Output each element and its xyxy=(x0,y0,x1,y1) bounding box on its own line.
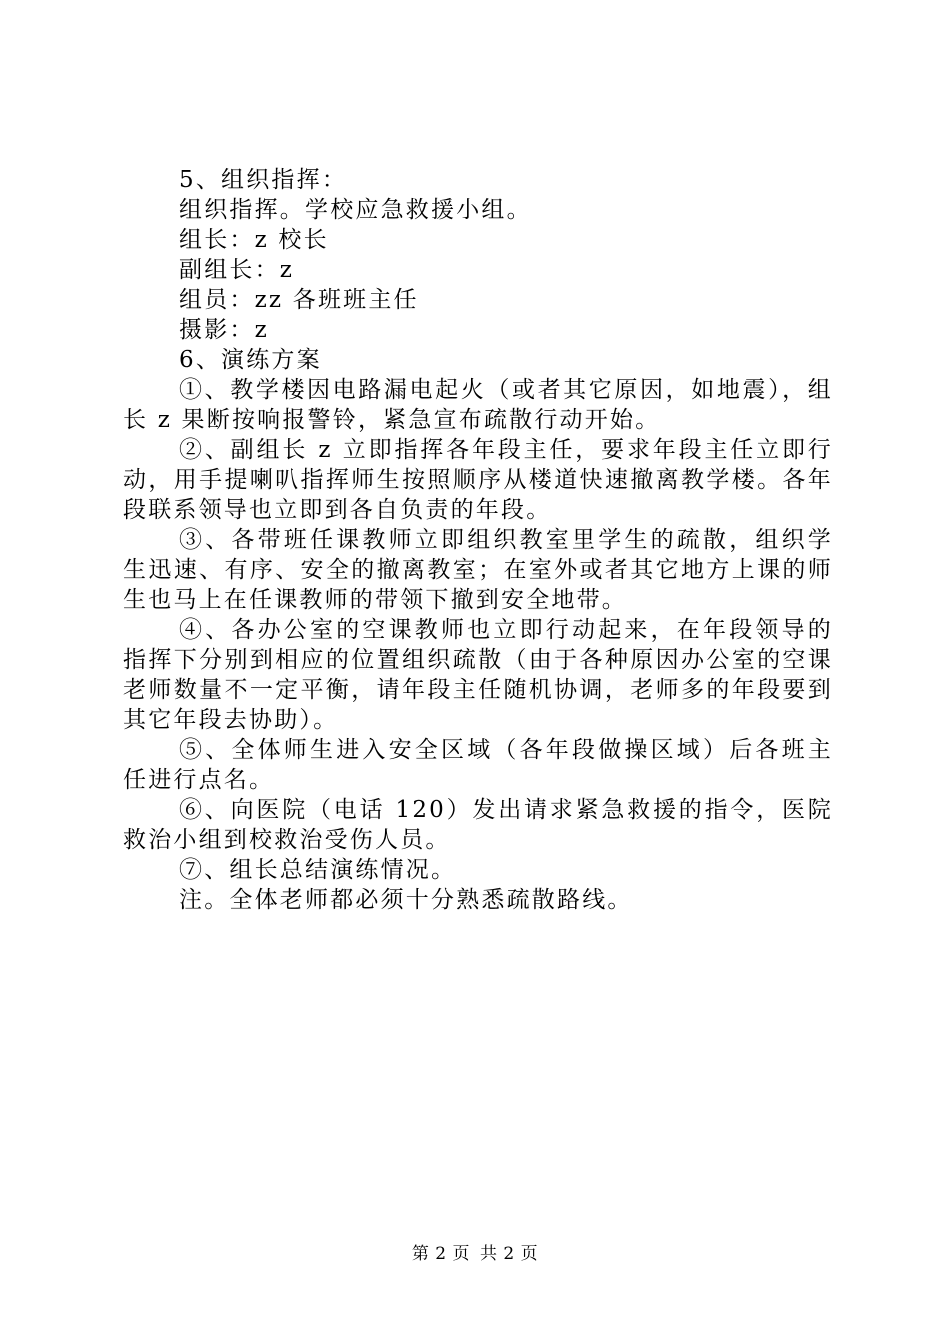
document-body xyxy=(123,165,833,915)
section-heading-drill-plan: 6、演练方案 xyxy=(179,347,322,373)
paragraph: ②、副组长 z 立即指挥各年段主任，要求年段主任立即行动，用手提喇叭指挥师生按照顺序从楼道快速撤离教学楼。各年段联系领导也立即到各自负责的年段。 xyxy=(123,437,833,523)
text-line: 组长：z 校长 xyxy=(179,227,329,253)
page-footer xyxy=(0,1244,950,1264)
text-line: 组员：zz 各班班主任 xyxy=(179,287,419,313)
text-line: 组织指挥。学校应急救援小组。 xyxy=(179,197,532,223)
paragraph: ⑥、向医院（电话 120）发出请求紧急救援的指令，医院救治小组到校救治受伤人员。 xyxy=(123,797,833,853)
note-line: 注。全体老师都必须十分熟悉疏散路线。 xyxy=(179,887,633,913)
section-heading-organization: 5、组织指挥： xyxy=(179,167,348,193)
paragraph: ④、各办公室的空课教师也立即行动起来，在年段领导的指挥下分别到相应的位置组织疏散（由于各种原因办公室的空课老师数量不一定平衡，请年段主任随机协调，老师多的年段要到其它年段去协助）。 xyxy=(123,617,833,733)
page-number: 第 2 页 xyxy=(411,1244,470,1264)
page-total: 共 2 页 xyxy=(480,1244,539,1264)
paragraph: ①、教学楼因电路漏电起火（或者其它原因，如地震），组长 z 果断按响报警铃，紧急宣布疏散行动开始。 xyxy=(123,377,833,433)
text-line: 副组长：z xyxy=(179,257,295,283)
text-line: ⑦、组长总结演练情况。 xyxy=(179,857,457,883)
paragraph: ③、各带班任课教师立即组织教室里学生的疏散，组织学生迅速、有序、安全的撤离教室；在室外或者其它地方上课的师生也马上在任课教师的带领下撤到安全地带。 xyxy=(123,527,833,613)
paragraph: ⑤、全体师生进入安全区域（各年段做操区域）后各班主任进行点名。 xyxy=(123,737,833,793)
text-line: 摄影：z xyxy=(179,317,269,343)
